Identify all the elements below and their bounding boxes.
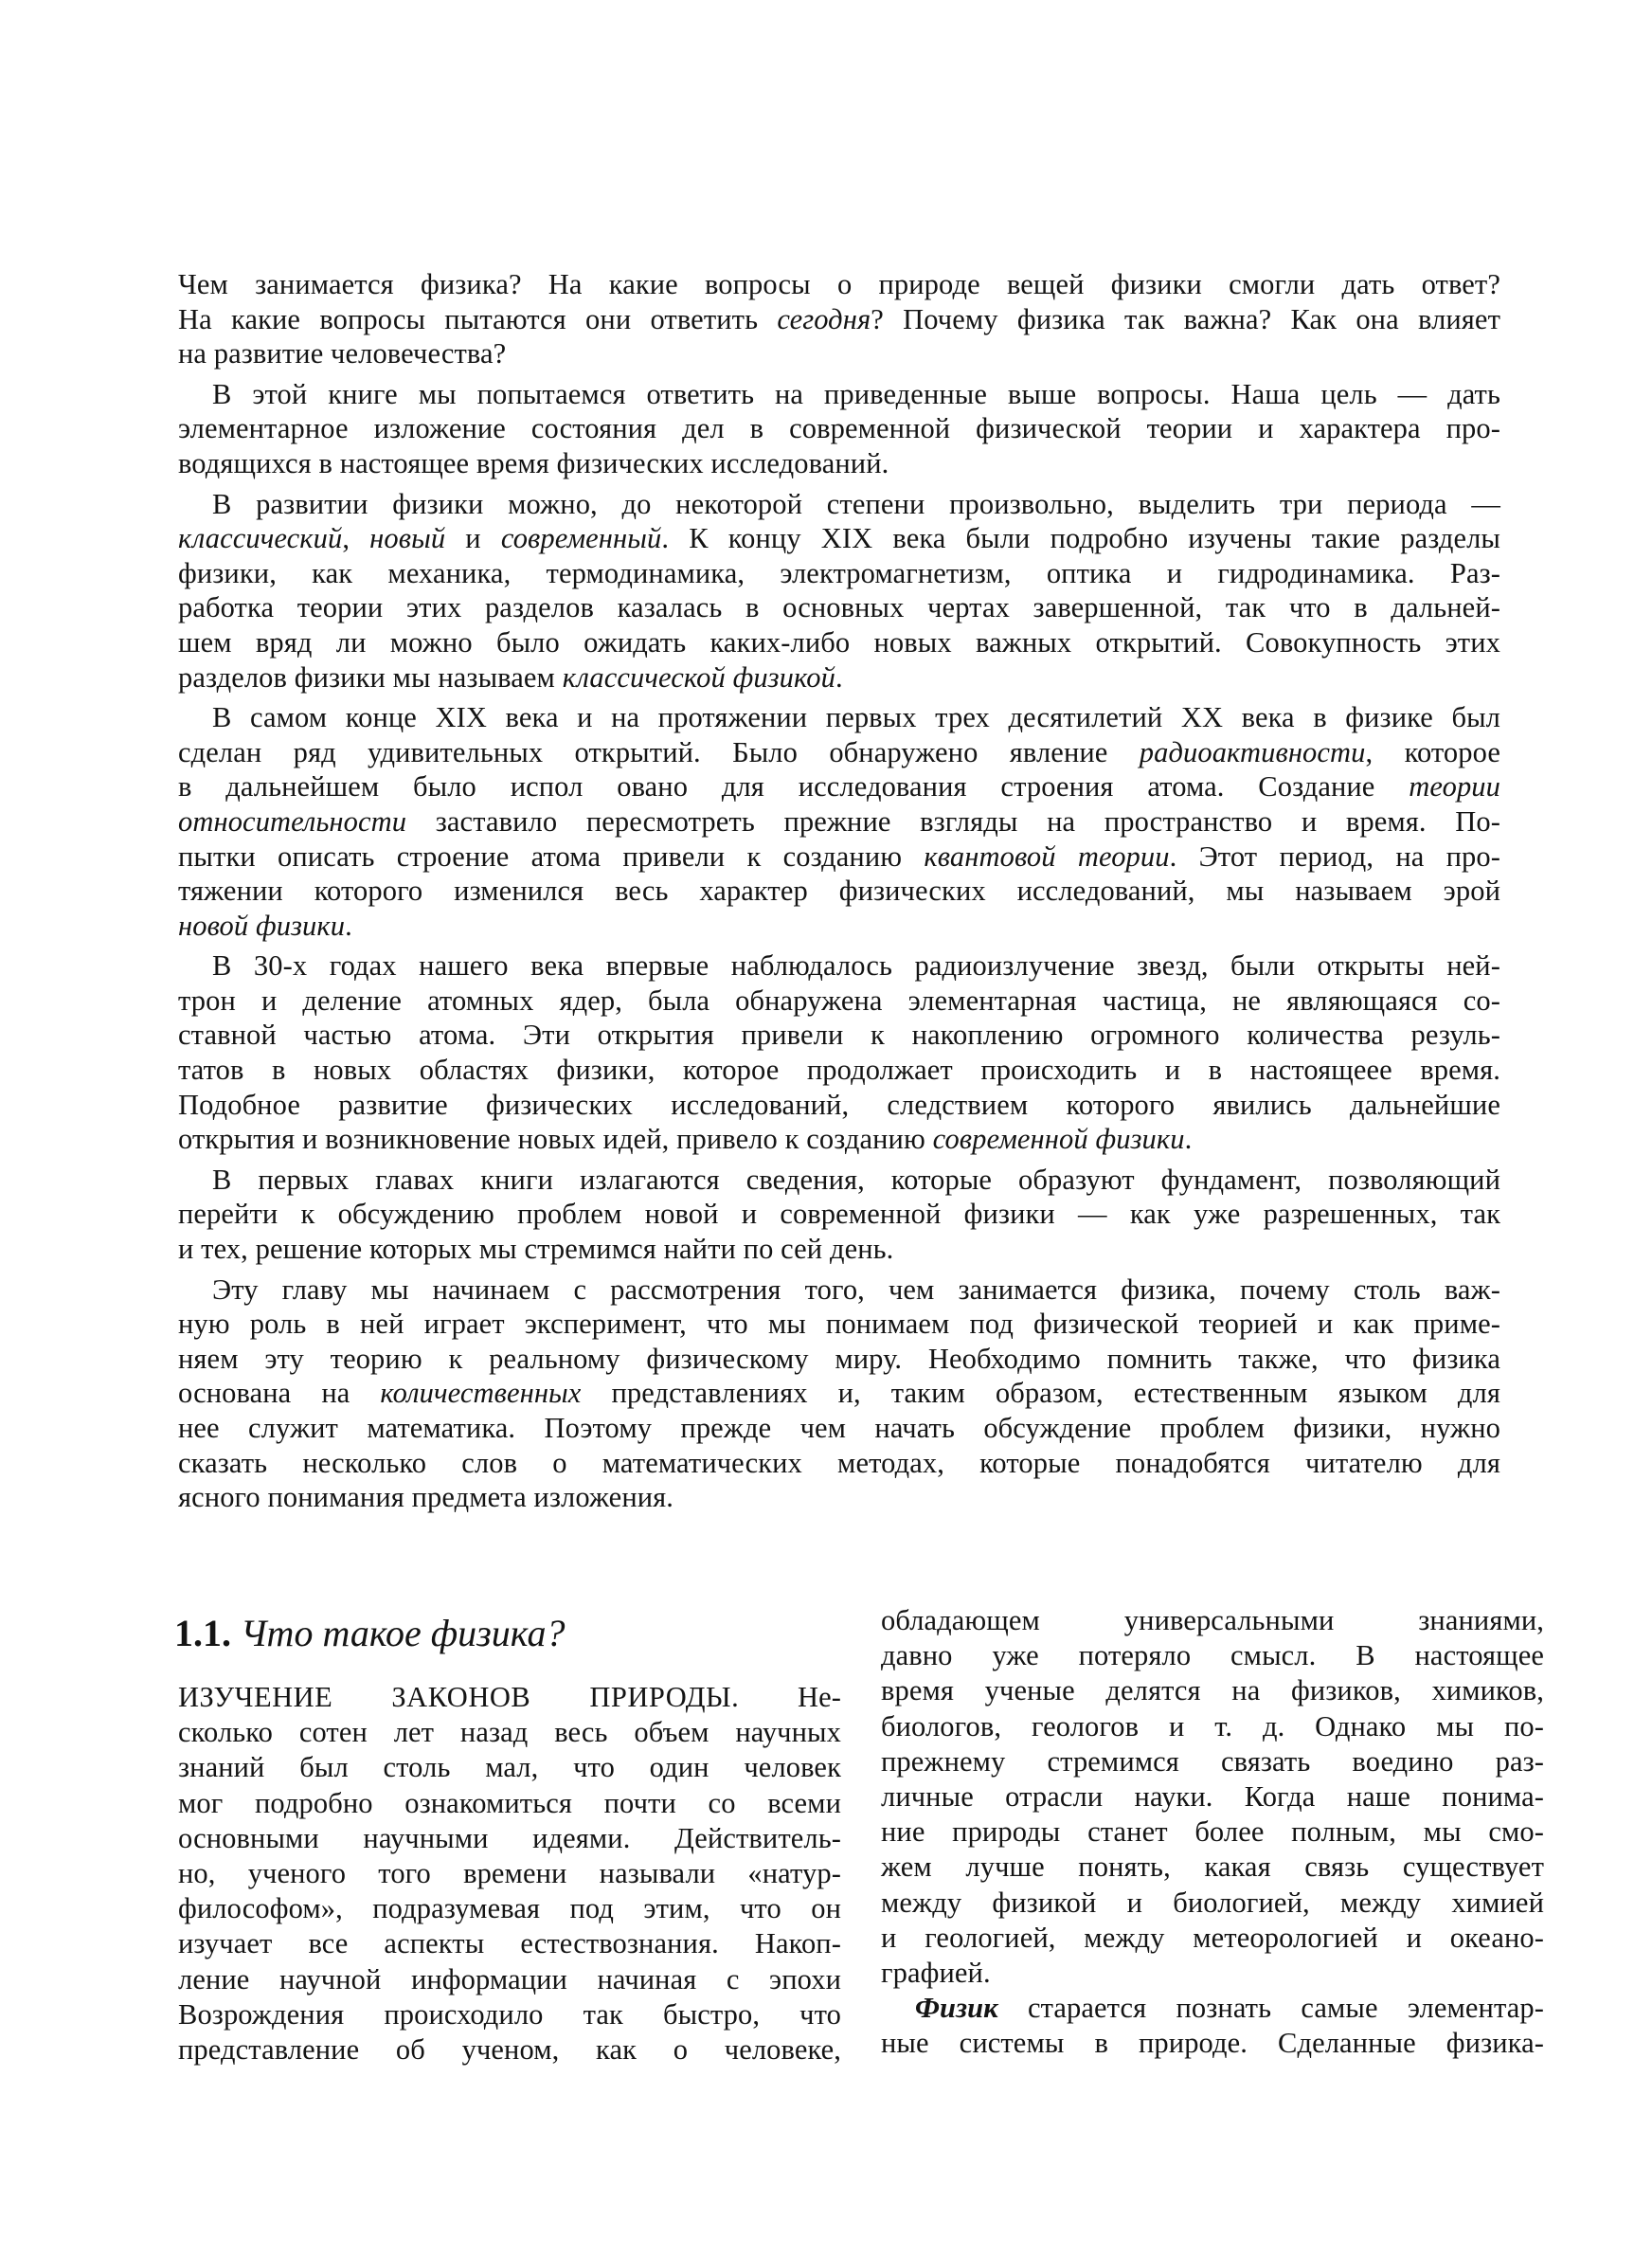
text-run: старается познать самые элементар- bbox=[997, 1992, 1544, 2025]
text-run: и тех, решение которых мы стремимся найти по сей день. bbox=[178, 1233, 894, 1266]
text-run: жем лучше понять, какая связь существует bbox=[881, 1851, 1544, 1884]
text-run: графией. bbox=[881, 1956, 991, 1989]
text-line bbox=[178, 1786, 841, 1821]
text-run: мог подробно ознакомиться почти со всеми bbox=[178, 1786, 841, 1819]
text-run: пытки описать строение атома привели к созданию bbox=[178, 840, 925, 873]
text-line bbox=[178, 660, 1500, 695]
text-line bbox=[881, 2026, 1544, 2061]
text-line bbox=[178, 874, 1500, 909]
italic-term: классической физикой bbox=[562, 660, 835, 694]
text-run: В 30-х годах нашего века впервые наблюдалось радиоизлучение звезд, были открыты ней- bbox=[212, 949, 1500, 983]
text-line bbox=[178, 1715, 841, 1750]
text-line bbox=[881, 1709, 1544, 1744]
text-run: ? Почему физика так важна? Как она влияет bbox=[871, 302, 1501, 335]
text-line bbox=[881, 1779, 1544, 1815]
text-line bbox=[178, 1122, 1500, 1157]
text-run: знаний был столь мал, что один человек bbox=[178, 1751, 841, 1784]
intro-paragraph bbox=[178, 487, 1500, 695]
intro-paragraph bbox=[178, 377, 1500, 481]
text-run: элементарное изложение состояния дел в современной физической теории и характера про- bbox=[178, 412, 1500, 445]
text-line bbox=[178, 1480, 1500, 1515]
text-line bbox=[178, 1232, 1500, 1267]
text-run: физики, как механика, термодинамика, электромагнетизм, оптика и гидродинамика. Раз- bbox=[178, 556, 1500, 589]
text-run: , которое bbox=[1365, 735, 1500, 768]
text-line bbox=[178, 1197, 1500, 1232]
text-run: татов в новых областях физики, которое продолжает происходить и в настоящеее время. bbox=[178, 1054, 1500, 1087]
text-run: открытия и возникновение новых идей, привело к созданию bbox=[178, 1123, 933, 1156]
italic-term: новый bbox=[369, 522, 446, 555]
text-run: давно уже потеряло смысл. В настоящее bbox=[881, 1639, 1544, 1672]
text-run: . bbox=[1184, 1123, 1193, 1156]
text-run: представлениях и, таким образом, естественным языком для bbox=[581, 1377, 1500, 1410]
text-run: биологов, геологов и т. д. Однако мы по- bbox=[881, 1709, 1544, 1742]
text-run: философом», подразумевая под этим, что он bbox=[178, 1892, 841, 1925]
text-line bbox=[178, 1750, 841, 1785]
text-run: В самом конце XIX века и на протяжении первых трех десятилетий XX века в физике был bbox=[212, 701, 1500, 734]
text-line bbox=[178, 804, 1500, 840]
text-line bbox=[178, 2032, 841, 2067]
section-number: 1.1. bbox=[174, 1612, 231, 1654]
text-run: шем вряд ли можно было ожидать каких-либо новых важных открытий. Совокупность этих bbox=[178, 625, 1500, 659]
text-run: трон и деление атомных ядер, была обнаружена элементарная частица, не являющаяся со- bbox=[178, 984, 1500, 1017]
text-line bbox=[881, 1850, 1544, 1885]
text-line bbox=[178, 1018, 1500, 1053]
chapter-intro bbox=[178, 267, 1500, 1515]
italic-term: теории bbox=[1409, 770, 1500, 803]
text-line bbox=[178, 1342, 1500, 1377]
text-run: но, ученого того времени называли «натур- bbox=[178, 1856, 841, 1889]
text-line bbox=[178, 487, 1500, 522]
text-line bbox=[178, 1680, 841, 1715]
text-run: разделов физики мы называем bbox=[178, 660, 563, 694]
text-run: , bbox=[342, 522, 370, 555]
intro-paragraph bbox=[178, 948, 1500, 1157]
text-line bbox=[178, 446, 1500, 481]
text-run: Эту главу мы начинаем с рассмотрения того, чем занимается физика, почему столь важ- bbox=[212, 1273, 1500, 1306]
text-line bbox=[178, 909, 1500, 944]
text-run: ясного понимания предмета изложения. bbox=[178, 1481, 674, 1514]
text-line bbox=[178, 1163, 1500, 1198]
italic-term: количественных bbox=[380, 1377, 582, 1410]
text-run: В первых главах книги излагаются сведения, которые образуют фундамент, позволяющий bbox=[212, 1163, 1500, 1196]
text-run: заставило пересмотреть прежние взгляды на пространство и время. По- bbox=[406, 804, 1500, 838]
text-run: . К концу XIX века были подробно изучены такие разделы bbox=[661, 522, 1501, 555]
text-line bbox=[178, 769, 1500, 804]
text-line bbox=[178, 840, 1500, 875]
text-line bbox=[178, 411, 1500, 446]
text-run: тяжении которого изменился весь характер физических исследований, мы называем эрой bbox=[178, 875, 1500, 908]
text-run: на развитие человечества? bbox=[178, 337, 507, 370]
text-line bbox=[178, 521, 1500, 556]
text-run: . bbox=[835, 660, 843, 694]
text-run: время ученые делятся на физиков, химиков, bbox=[881, 1674, 1544, 1707]
text-run: Не- bbox=[739, 1681, 841, 1713]
text-run: личные отрасли науки. Когда наше понима- bbox=[881, 1779, 1544, 1813]
text-line bbox=[178, 302, 1500, 337]
text-line bbox=[178, 377, 1500, 412]
italic-term: современный bbox=[500, 522, 662, 555]
text-line bbox=[178, 336, 1500, 371]
text-line bbox=[178, 1926, 841, 1961]
italic-term: относительности bbox=[178, 804, 407, 838]
text-run: основными научными идеями. Действитель- bbox=[178, 1821, 841, 1854]
text-line bbox=[178, 590, 1500, 625]
text-run: и bbox=[445, 522, 501, 555]
right-column bbox=[881, 1603, 1544, 2061]
text-run: работка теории этих разделов казалась в основных чертах завершенной, так что в дальней- bbox=[178, 591, 1500, 624]
text-run: между физикой и биологией, между химией bbox=[881, 1886, 1544, 1919]
text-line bbox=[178, 1821, 841, 1856]
italic-term: классический bbox=[178, 522, 343, 555]
section-title: Что такое физика? bbox=[241, 1612, 566, 1654]
bold-italic-term: Физик bbox=[915, 1992, 998, 2025]
text-run: В развитии физики можно, до некоторой степени произвольно, выделить три периода — bbox=[212, 487, 1500, 520]
text-run: ление научной информации начиная с эпохи bbox=[178, 1962, 841, 1995]
text-line bbox=[178, 1307, 1500, 1342]
text-run: сделан ряд удивительных открытий. Было обнаружено явление bbox=[178, 735, 1140, 768]
text-run: изучает все аспекты естествознания. Накоп- bbox=[178, 1927, 841, 1960]
text-line bbox=[881, 1956, 1544, 1991]
text-run: сколько сотен лет назад весь объем научных bbox=[178, 1716, 841, 1749]
text-run: сказать несколько слов о математических методах, которые понадобятся читателю для bbox=[178, 1446, 1500, 1479]
text-line bbox=[178, 1411, 1500, 1446]
italic-term: новой физики bbox=[178, 909, 346, 942]
text-run: основана на bbox=[178, 1377, 381, 1410]
text-line bbox=[178, 1376, 1500, 1411]
text-line bbox=[881, 1815, 1544, 1850]
intro-paragraph bbox=[178, 267, 1500, 371]
italic-term: квантовой теории bbox=[924, 840, 1170, 873]
text-run: и геологией, между метеорологией и океано- bbox=[881, 1921, 1544, 1954]
section-heading bbox=[174, 1611, 565, 1656]
run-in-heading: ИЗУЧЕНИЕ ЗАКОНОВ ПРИРОДЫ. bbox=[178, 1681, 740, 1713]
text-line bbox=[178, 625, 1500, 660]
text-run: В этой книге мы попытаемся ответить на приведенные выше вопросы. Наша цель — дать bbox=[212, 377, 1500, 410]
text-line bbox=[881, 1603, 1544, 1638]
text-line bbox=[178, 1273, 1500, 1308]
intro-paragraph bbox=[178, 1163, 1500, 1267]
text-line bbox=[178, 1088, 1500, 1123]
text-run: нее служит математика. Поэтому прежде чем начать обсуждение проблем физики, нужно bbox=[178, 1412, 1500, 1444]
intro-paragraph bbox=[178, 700, 1500, 943]
text-run: няем эту теорию к реальному физическому миру. Необходимо помнить также, что физика bbox=[178, 1342, 1500, 1375]
text-line bbox=[881, 1673, 1544, 1708]
text-run: перейти к обсуждению проблем новой и современной физики — как уже разрешенных, так bbox=[178, 1198, 1500, 1231]
text-line bbox=[178, 1856, 841, 1891]
text-line bbox=[178, 267, 1500, 302]
text-run: в дальнейшем было испол овано для исследования строения атома. Создание bbox=[178, 770, 1410, 803]
text-line bbox=[178, 700, 1500, 735]
left-column bbox=[178, 1680, 841, 2067]
text-line bbox=[881, 1991, 1544, 2026]
text-line bbox=[178, 1053, 1500, 1088]
text-line bbox=[881, 1886, 1544, 1921]
italic-term: сегодня bbox=[777, 302, 871, 335]
text-run: На какие вопросы пытаются они ответить bbox=[178, 302, 778, 335]
italic-term: современной физики bbox=[932, 1123, 1185, 1156]
text-line bbox=[178, 984, 1500, 1019]
text-line bbox=[178, 556, 1500, 591]
text-run: ставной частью атома. Эти открытия привели к накоплению огромного количества резуль- bbox=[178, 1019, 1500, 1052]
text-line bbox=[178, 948, 1500, 984]
text-run: обладающем универсальными знаниями, bbox=[881, 1604, 1544, 1636]
text-line bbox=[881, 1638, 1544, 1673]
text-run: Чем занимается физика? На какие вопросы о природе вещей физики смогли дать ответ? bbox=[178, 268, 1500, 300]
text-run: ние природы станет более полным, мы смо- bbox=[881, 1815, 1544, 1849]
text-line bbox=[178, 1997, 841, 2032]
text-line bbox=[881, 1921, 1544, 1956]
text-line bbox=[178, 1891, 841, 1926]
text-line bbox=[178, 1446, 1500, 1481]
text-run: представление об ученом, как о человеке, bbox=[178, 2032, 841, 2066]
text-line bbox=[881, 1744, 1544, 1779]
text-run: . bbox=[345, 909, 352, 942]
text-run: ную роль в ней играет эксперимент, что мы понимаем под физической теорией и как приме- bbox=[178, 1308, 1500, 1341]
text-line bbox=[178, 735, 1500, 770]
intro-paragraph bbox=[178, 1273, 1500, 1515]
text-run: Подобное развитие физических исследований, следствием которого явились дальнейшие bbox=[178, 1088, 1500, 1121]
italic-term: радиоактивности bbox=[1139, 735, 1366, 768]
text-run: ные системы в природе. Сделанные физика- bbox=[881, 2027, 1544, 2060]
text-run: . Этот период, на про- bbox=[1169, 840, 1500, 873]
text-run: прежнему стремимся связать воедино раз- bbox=[881, 1744, 1544, 1778]
text-run: Возрождения происходило так быстро, что bbox=[178, 1997, 841, 2031]
text-run: водящихся в настоящее время физических исследований. bbox=[178, 446, 889, 479]
text-line bbox=[178, 1962, 841, 1997]
